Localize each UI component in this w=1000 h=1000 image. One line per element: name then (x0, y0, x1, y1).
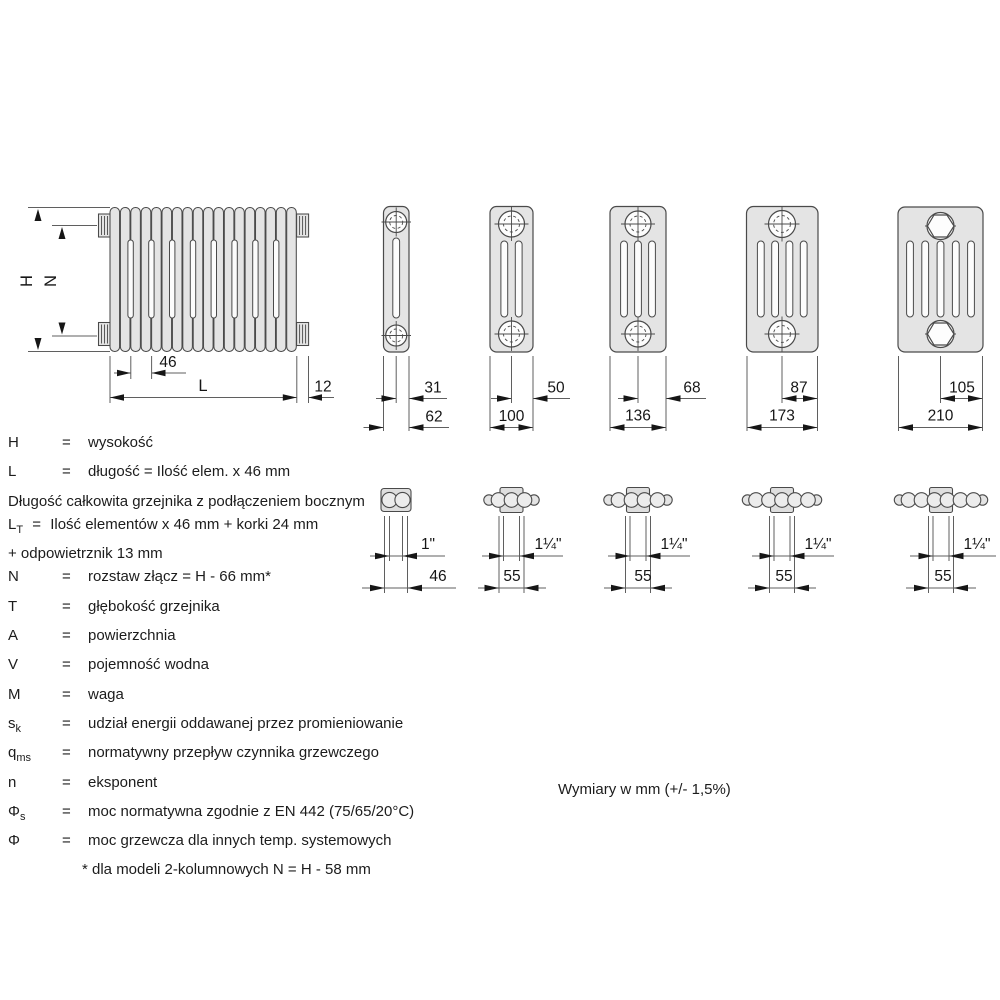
length-label: L (198, 377, 208, 395)
legend-row (8, 683, 548, 712)
depth-label: 100 (498, 408, 525, 425)
equals-sign: = (62, 627, 71, 645)
legend-footnote-row (8, 858, 548, 881)
thread-size-label: 1" (420, 536, 436, 553)
legend-row: $L_T$ = Ilość elementów x 46 mm + korki 24 mm (8, 515, 319, 536)
height-label: H (18, 275, 36, 287)
side-view-4col (610, 207, 706, 432)
legend-definition: + odpowietrznik 13 mm (8, 545, 163, 563)
half-depth-label: 87 (790, 379, 808, 397)
equals-sign: = (62, 802, 71, 820)
legend-definition: długość = Ilość elem. x 46 mm (88, 463, 291, 481)
equals-sign: = (62, 714, 71, 732)
legend-definition: udział energii oddawanej przez promieniowanie (88, 714, 404, 732)
equals-sign: = (62, 685, 71, 703)
legend-row (8, 460, 548, 489)
half-depth-label: 31 (424, 379, 442, 397)
tolerance-note: Wymiary w mm (+/- 1,5%) (558, 781, 731, 798)
side-view-5col (747, 207, 819, 432)
legend-symbol: M (8, 685, 21, 703)
depth-label: 136 (625, 407, 651, 425)
pitch-label: 55 (934, 568, 952, 585)
legend-row (8, 565, 548, 594)
thread-size-label: 1¼" (534, 536, 562, 553)
legend-row (8, 542, 548, 565)
equals-sign: = (62, 773, 71, 791)
legend-symbol: A (8, 627, 19, 645)
end-cap-label: 12 (314, 378, 332, 396)
pitch-label: 55 (775, 568, 793, 585)
legend-symbol: n (8, 773, 17, 791)
legend-definition: moc normatywna zgodnie z EN 442 (75/65/20°C) (88, 802, 415, 820)
top-view-4col (604, 488, 690, 594)
element-pitch-label: 46 (159, 354, 177, 371)
legend-definition: głębokość grzejnika (88, 597, 220, 615)
legend-definition: wysokość (88, 434, 154, 451)
equals-sign: = (32, 515, 42, 533)
legend-definition: Ilość elementów x 46 mm + korki 24 mm (50, 515, 319, 533)
front-view (18, 208, 334, 404)
equals-sign: = (62, 597, 71, 615)
depth-label: 62 (425, 408, 443, 426)
depth-label: 173 (769, 407, 795, 425)
legend-row (8, 829, 548, 858)
legend-definition: powierzchnia (88, 627, 176, 645)
pitch-label: 55 (634, 568, 652, 585)
half-depth-label: 50 (547, 379, 565, 397)
pitch-label: 55 (503, 568, 521, 585)
legend-row: $\Phi_s$ = moc normatywna zgodnie z EN 442 (75/65/20°C) (8, 800, 548, 829)
depth-label: 210 (927, 407, 954, 425)
equals-sign: = (62, 656, 71, 674)
legend-symbol: V (8, 656, 19, 674)
equals-sign: = (62, 568, 71, 586)
thread-size-label: 1¼" (963, 536, 991, 553)
length-dimensions (110, 354, 334, 403)
legend-definition: waga (88, 685, 124, 703)
depth-dimensions (610, 356, 706, 431)
legend-row (8, 431, 548, 460)
connection-dimensions (906, 516, 996, 593)
legend-row: $q_{ms}$ = normatywny przepływ czynnika grzewczego (8, 741, 548, 770)
legend-definition: * dla modeli 2-kolumnowych N = H - 58 mm (82, 861, 371, 879)
top-view-6col (894, 488, 996, 594)
equals-sign: = (62, 434, 71, 451)
legend-row: $s_k$ = udział energii oddawanej przez promieniowanie (8, 712, 548, 741)
legend-symbol: H (8, 434, 19, 451)
equals-sign: = (62, 463, 71, 481)
legend-symbol: L (8, 463, 17, 481)
connection-dimensions (604, 516, 690, 593)
thread-size-label: 1¼" (660, 536, 688, 553)
depth-dimensions (899, 356, 983, 431)
depth-dimensions (490, 356, 570, 431)
legend-row (8, 771, 548, 800)
legend-row (8, 653, 548, 682)
legend-definition: rozstaw złącz = H - 66 mm* (88, 568, 271, 586)
thread-size-label: 1¼" (804, 536, 832, 553)
side-view-3col (490, 207, 570, 432)
legend-symbol: q (8, 744, 17, 762)
legend-symbol: N (8, 568, 19, 586)
side-view-2col (364, 207, 450, 432)
half-depth-label: 68 (683, 379, 701, 397)
legend-row (8, 624, 548, 653)
legend-definition: Długość całkowita grzejnika z podłączeniem bocznym (8, 492, 365, 510)
legend-symbol: T (8, 597, 18, 615)
equals-sign: = (62, 744, 71, 762)
legend-symbol: s (8, 714, 16, 732)
legend-symbol: L (8, 515, 17, 533)
equals-sign: = (62, 832, 71, 850)
pitch-label: 46 (429, 568, 447, 585)
legend-row (8, 595, 548, 624)
legend-symbol: Φ (8, 832, 20, 850)
legend-row (8, 490, 548, 513)
radiator-tubes (110, 208, 296, 352)
top-view-5col (742, 488, 834, 594)
side-view-6col (898, 207, 983, 431)
legend-definition: normatywny przepływ czynnika grzewczego (88, 744, 379, 762)
connection-dimensions (748, 516, 834, 593)
connection-spacing-label: N (42, 275, 60, 287)
half-depth-label: 105 (949, 379, 975, 397)
height-dimensions (18, 208, 110, 352)
legend-definition: moc grzewcza dla innych temp. systemowych (88, 832, 392, 850)
depth-dimensions (747, 356, 818, 431)
legend-symbol: Φ (8, 802, 20, 820)
depth-dimensions (364, 356, 450, 431)
symbol-legend (8, 431, 548, 882)
legend-definition: pojemność wodna (88, 656, 209, 674)
legend-definition: eksponent (88, 773, 158, 791)
